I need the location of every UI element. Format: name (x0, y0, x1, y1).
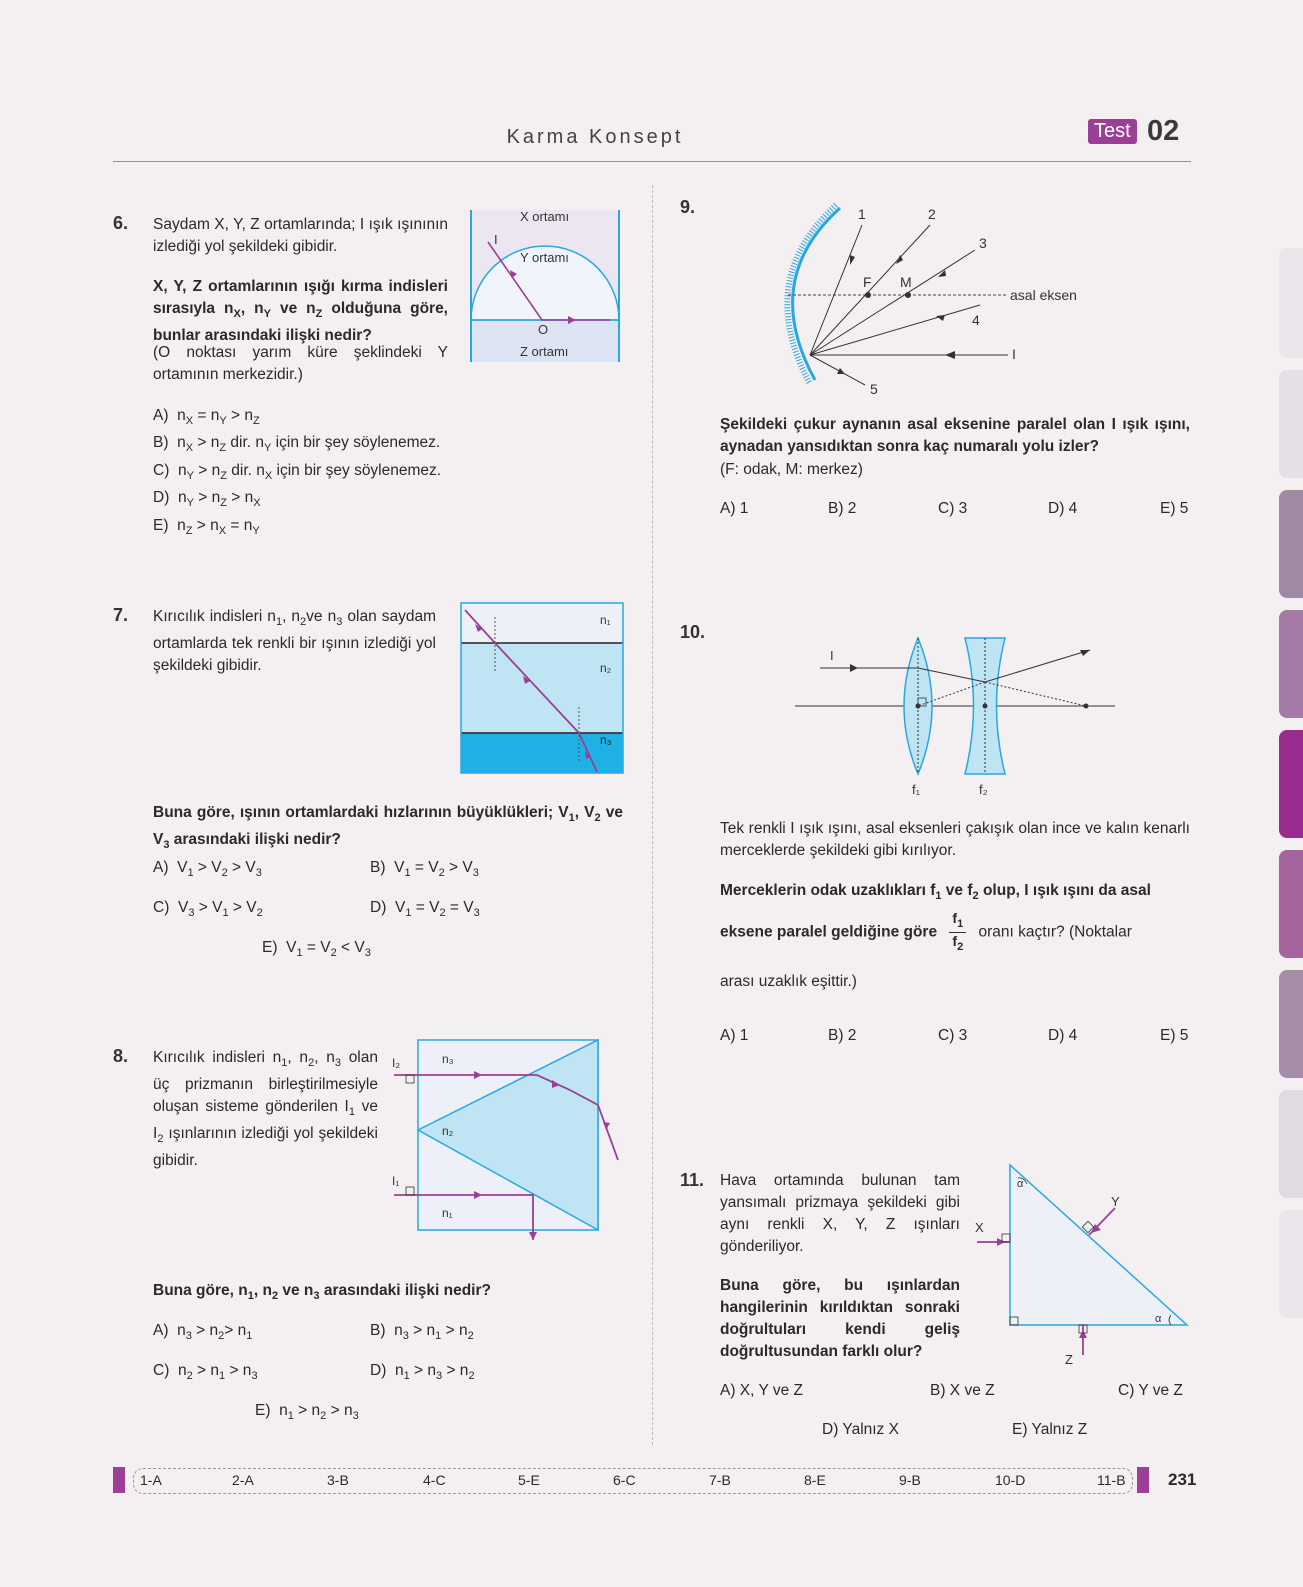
side-tab[interactable] (1279, 970, 1303, 1078)
page-number: 231 (1168, 1470, 1197, 1489)
q9-question: Şekildeki çukur aynanın asal eksenine paralel olan I ışık ışını, aynadan yansıdıktan sonra kaç numaralı yolu izler? (720, 416, 1190, 455)
side-tab[interactable] (1279, 730, 1303, 838)
side-tab[interactable] (1279, 1090, 1303, 1198)
q6-fig-z-label: Z ortamı (520, 344, 569, 359)
question-number-6: 6. (113, 213, 129, 233)
svg-text:2: 2 (928, 206, 936, 222)
q9-focus-label: F (863, 274, 872, 290)
svg-text:X: X (975, 1220, 984, 1235)
svg-text:Y: Y (1111, 1194, 1120, 1209)
q8-option-d[interactable]: D) $n_1 > n_3 > n_2$ (370, 1362, 475, 1383)
header-divider (113, 161, 1191, 162)
q6-option-a[interactable]: A) $n_X = n_Y > n_Z$ (153, 407, 260, 428)
q7-figure (460, 602, 626, 776)
answer-item: 3-B (327, 1472, 349, 1488)
answer-item: 7-B (709, 1472, 731, 1488)
q10-question-line1: Merceklerin odak uzaklıkları $f_1$ ve $f_2$ olup, I ışık ışını da asal (720, 882, 1151, 903)
q10-option-c[interactable]: C) 3 (938, 1027, 968, 1044)
answer-bar-right-marker (1137, 1467, 1149, 1493)
question-number-7: 7. (113, 605, 129, 625)
q11-option-c[interactable]: C) Y ve Z (1118, 1382, 1183, 1399)
side-tab[interactable] (1279, 370, 1303, 478)
q11-figure (975, 1160, 1195, 1365)
answer-item: 2-A (232, 1472, 254, 1488)
svg-text:f₂: f₂ (979, 782, 988, 797)
q11-option-e[interactable]: E) Yalnız Z (1012, 1421, 1088, 1438)
q7-option-a[interactable]: A) $V_1 > V_2 > V_3$ (153, 859, 262, 880)
q9-ray-label: I (1012, 346, 1016, 362)
answer-item: 4-C (423, 1472, 446, 1488)
q7-question: Buna göre, ışının ortamlardaki hızlarının büyüklükleri; $V_1$, $V_2$ ve $V_3$ arasındaki ilişki nedir? (153, 804, 623, 852)
answer-item: 1-A (140, 1472, 162, 1488)
q10-question-line2: eksene paralel geldiğine göre $\frac{f_1}{f_2}$ oranı kaçtır? (Noktalar (720, 910, 1132, 953)
q9-option-a[interactable]: A) 1 (720, 500, 749, 517)
question-number-11: 11. (680, 1170, 705, 1190)
side-tab[interactable] (1279, 850, 1303, 958)
side-tab[interactable] (1279, 490, 1303, 598)
q9-axis-label: asal eksen (1010, 287, 1077, 303)
q10-option-e[interactable]: E) 5 (1160, 1027, 1189, 1044)
q10-fraction: $\frac{f_1}{f_2}$ (949, 910, 966, 955)
q10-option-a[interactable]: A) 1 (720, 1027, 749, 1044)
q6-question: X, Y, Z ortamlarının ışığı kırma indisleri sırasıyla $n_X$, $n_Y$ ve $n_Z$ olduğuna göre, bunlar arasındaki ilişki nedir? (153, 278, 448, 345)
question-number-9: 9. (680, 197, 696, 217)
q10-option-b[interactable]: B) 2 (828, 1027, 857, 1044)
q9-center-label: M (900, 274, 912, 290)
q8-option-b[interactable]: B) $n_3 > n_1 > n_2$ (370, 1322, 474, 1343)
answer-item: 9-B (899, 1472, 921, 1488)
answer-bar-left-marker (113, 1467, 125, 1493)
q6-figure (470, 210, 628, 365)
svg-text:1: 1 (858, 206, 866, 222)
q7-option-d[interactable]: D) $V_1 = V_2 = V_3$ (370, 899, 480, 920)
side-tab[interactable] (1279, 1210, 1303, 1318)
q9-option-d[interactable]: D) 4 (1048, 500, 1078, 517)
svg-text:5: 5 (870, 381, 878, 397)
question-number-10: 10. (680, 622, 706, 642)
q7-fig-n1: n₁ (600, 613, 611, 627)
q11-option-a[interactable]: A) X, Y ve Z (720, 1382, 803, 1399)
column-divider (652, 185, 653, 1445)
q11-question: Buna göre, bu ışınlardan hangilerinin kırıldıktan sonraki doğrultuları kendi geliş doğrultusundan farklı olur? (720, 1277, 960, 1360)
q7-intro: Kırıcılık indisleri $n_1$, $n_2ve$ $n_3$ olan saydam ortamlarda tek renkli bir ışının izlediği yol şekildeki gibidir. (153, 608, 437, 675)
svg-text:I₁: I₁ (392, 1174, 400, 1188)
side-tab[interactable] (1279, 248, 1303, 358)
test-number: 02 (1147, 115, 1180, 147)
q7-option-e[interactable]: E) $V_1 = V_2 < V_3$ (262, 939, 371, 960)
q6-fig-y-label: Y ortamı (520, 250, 569, 265)
q7-fig-n2: n₂ (600, 661, 612, 675)
q8-option-a[interactable]: A) $n_3 > n_2> n_1$ (153, 1322, 253, 1343)
svg-text:n₁: n₁ (442, 1206, 453, 1220)
q9-option-e[interactable]: E) 5 (1160, 500, 1189, 517)
svg-text:Z: Z (1065, 1352, 1073, 1365)
q8-question: Buna göre, $n_1$, $n_2$ ve $n_3$ arasındaki ilişki nedir? (153, 1282, 491, 1303)
svg-text:α: α (1155, 1313, 1162, 1325)
section-title: Karma Konsept (506, 126, 684, 148)
question-number-8: 8. (113, 1046, 129, 1066)
q9-note: (F: odak, M: merkez) (720, 461, 863, 478)
side-tab[interactable] (1279, 610, 1303, 718)
q7-fig-n3: n₃ (600, 733, 612, 747)
answer-item: 11-B (1097, 1472, 1126, 1488)
svg-text:f₁: f₁ (912, 782, 920, 797)
q10-option-d[interactable]: D) 4 (1048, 1027, 1078, 1044)
q6-fig-o-label: O (538, 322, 549, 337)
q7-option-c[interactable]: C) $V_3 > V_1 > V_2$ (153, 899, 263, 920)
q6-option-e[interactable]: E) $n_Z > n_X = n_Y$ (153, 517, 260, 538)
q8-option-c[interactable]: C) $n_2 > n_1 > n_3$ (153, 1362, 258, 1383)
q6-option-c[interactable]: C) $n_Y > n_Z$ dir. $n_X$ için bir şey söylenemez. (153, 462, 442, 483)
q10-figure (790, 630, 1120, 800)
svg-text:n₃: n₃ (442, 1052, 454, 1066)
q9-option-c[interactable]: C) 3 (938, 500, 968, 517)
q8-option-e[interactable]: E) $n_1 > n_2 > n_3$ (255, 1402, 359, 1423)
q7-option-b[interactable]: B) $V_1 = V_2 > V_3$ (370, 859, 479, 880)
svg-text:n₂: n₂ (442, 1124, 454, 1138)
q9-option-b[interactable]: B) 2 (828, 500, 857, 517)
q6-fig-i-label: I (494, 232, 498, 247)
svg-text:4: 4 (972, 312, 980, 328)
svg-text:I₂: I₂ (392, 1056, 400, 1070)
q6-option-b[interactable]: B) $n_X > n_Z$ dir. $n_Y$ için bir şey söylenemez. (153, 434, 441, 455)
answer-item: 6-C (613, 1472, 636, 1488)
q6-intro: Saydam X, Y, Z ortamlarında; I ışık ışınının izlediği yol şekildeki gibidir. (153, 216, 448, 255)
test-badge: Test (1088, 119, 1137, 144)
svg-text:3: 3 (979, 235, 987, 251)
q11-option-b[interactable]: B) X ve Z (930, 1382, 995, 1399)
q6-note: (O noktası yarım küre şeklindeki Y ortamının merkezidir.) (153, 344, 448, 383)
q11-option-d[interactable]: D) Yalnız X (822, 1421, 899, 1438)
q8-figure (392, 1035, 627, 1255)
q9-figure (780, 200, 1110, 410)
q11-intro: Hava ortamında bulunan tam yansımalı prizmaya şekildeki gibi aynı renkli X, Y, Z ışınları gönderiliyor. (720, 1172, 960, 1255)
answer-item: 5-E (518, 1472, 540, 1488)
answer-item: 8-E (804, 1472, 826, 1488)
q10-intro: Tek renkli I ışık ışını, asal eksenleri çakışık olan ince ve kalın kenarlı merceklerde şekildeki gibi kırılıyor. (720, 820, 1190, 859)
svg-text:I: I (830, 648, 834, 663)
answer-item: 10-D (995, 1472, 1026, 1488)
q10-question-line3: arası uzaklık eşittir.) (720, 973, 857, 990)
q6-option-d[interactable]: D) $n_Y > n_Z > n_X$ (153, 489, 261, 510)
q6-fig-x-label: X ortamı (520, 210, 570, 224)
q8-intro: Kırıcılık indisleri $n_1$, $n_2$, $n_3$ olan üç prizmanın birleştirilmesiyle oluşan sisteme gönderilen $I_1$ ve $I_2$ ışınlarının izlediği yol şekildeki gibidir. (153, 1049, 378, 1170)
svg-text:α: α (1017, 1178, 1024, 1190)
